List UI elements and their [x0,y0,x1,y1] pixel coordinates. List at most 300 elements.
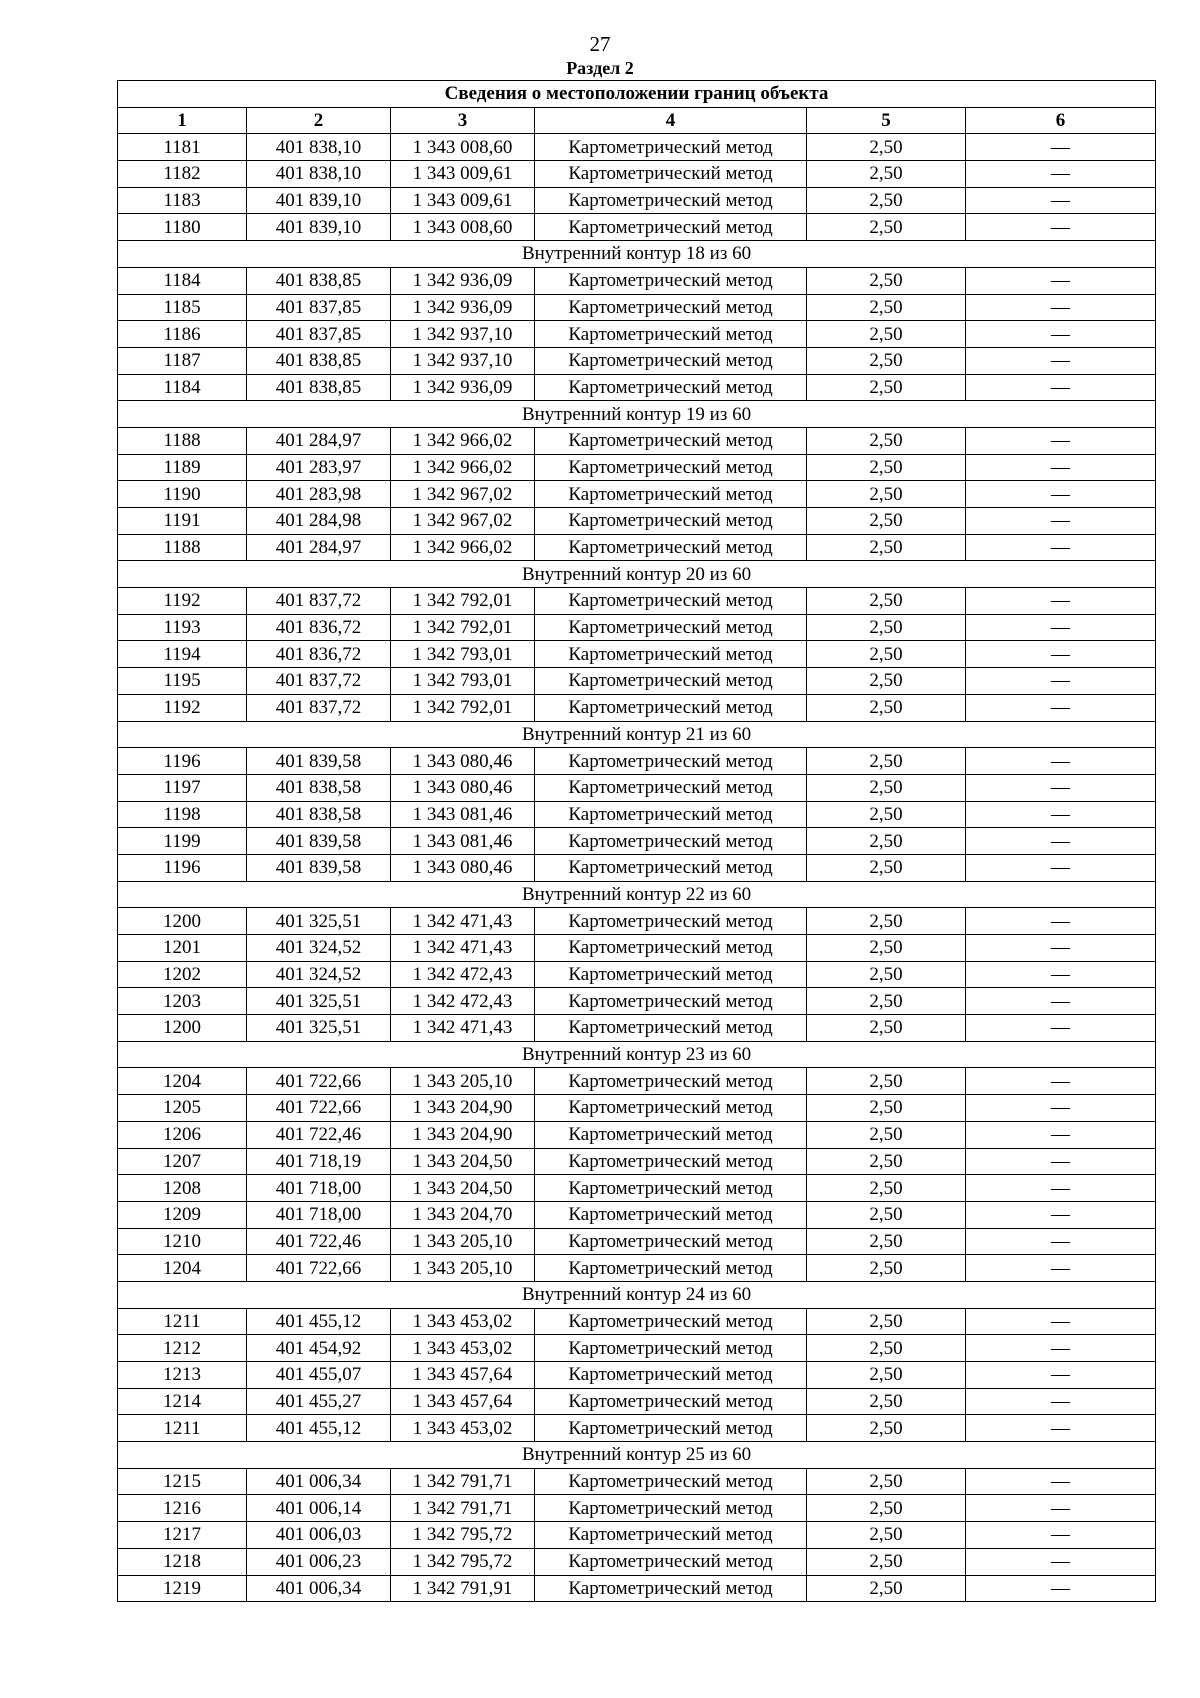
method-cell: Картометрический метод [535,1362,807,1389]
y-coordinate-cell: 1 343 080,46 [391,774,535,801]
description-cell: — [966,1228,1156,1255]
point-number-cell: 1213 [118,1362,247,1389]
point-number-cell: 1216 [118,1495,247,1522]
y-coordinate-cell: 1 342 937,10 [391,347,535,374]
method-cell: Картометрический метод [535,1095,807,1122]
y-coordinate-cell: 1 342 471,43 [391,908,535,935]
method-cell: Картометрический метод [535,1388,807,1415]
description-cell: — [966,161,1156,188]
table-row [118,534,1156,561]
accuracy-cell: 2,50 [807,508,966,535]
x-coordinate-cell: 401 455,12 [247,1308,391,1335]
accuracy-cell: 2,50 [807,1548,966,1575]
y-coordinate-cell: 1 342 471,43 [391,1015,535,1042]
description-cell: — [966,694,1156,721]
accuracy-cell: 2,50 [807,1201,966,1228]
method-cell: Картометрический метод [535,1201,807,1228]
column-header: 2 [247,107,391,134]
contour-group-row [118,1281,1156,1308]
point-number-cell: 1204 [118,1255,247,1282]
accuracy-cell: 2,50 [807,988,966,1015]
description-cell: — [966,801,1156,828]
y-coordinate-cell: 1 342 792,01 [391,588,535,615]
y-coordinate-cell: 1 342 936,09 [391,294,535,321]
point-number-cell: 1194 [118,641,247,668]
x-coordinate-cell: 401 722,46 [247,1228,391,1255]
method-cell: Картометрический метод [535,1015,807,1042]
description-cell: — [966,1175,1156,1202]
description-cell: — [966,1548,1156,1575]
accuracy-cell: 2,50 [807,1415,966,1442]
y-coordinate-cell: 1 342 967,02 [391,508,535,535]
table-row [118,161,1156,188]
accuracy-cell: 2,50 [807,748,966,775]
table-row [118,1575,1156,1602]
description-cell: — [966,1415,1156,1442]
point-number-cell: 1211 [118,1415,247,1442]
table-row [118,1522,1156,1549]
x-coordinate-cell: 401 838,10 [247,161,391,188]
point-number-cell: 1200 [118,1015,247,1042]
y-coordinate-cell: 1 343 081,46 [391,828,535,855]
method-cell: Картометрический метод [535,988,807,1015]
method-cell: Картометрический метод [535,1255,807,1282]
method-cell: Картометрический метод [535,321,807,348]
accuracy-cell: 2,50 [807,588,966,615]
y-coordinate-cell: 1 342 936,09 [391,374,535,401]
point-number-cell: 1192 [118,588,247,615]
column-header: 4 [535,107,807,134]
point-number-cell: 1201 [118,935,247,962]
table-caption: Сведения о местоположении границ объекта [118,81,1156,108]
accuracy-cell: 2,50 [807,374,966,401]
x-coordinate-cell: 401 837,72 [247,668,391,695]
accuracy-cell: 2,50 [807,294,966,321]
x-coordinate-cell: 401 718,00 [247,1175,391,1202]
x-coordinate-cell: 401 284,97 [247,534,391,561]
table-row [118,374,1156,401]
contour-group-label: Внутренний контур 21 из 60 [118,721,1156,748]
x-coordinate-cell: 401 283,97 [247,454,391,481]
method-cell: Картометрический метод [535,854,807,881]
accuracy-cell: 2,50 [807,481,966,508]
accuracy-cell: 2,50 [807,1335,966,1362]
description-cell: — [966,1015,1156,1042]
table-row [118,214,1156,241]
point-number-cell: 1181 [118,134,247,161]
x-coordinate-cell: 401 722,66 [247,1095,391,1122]
y-coordinate-cell: 1 343 008,60 [391,214,535,241]
accuracy-cell: 2,50 [807,267,966,294]
x-coordinate-cell: 401 838,85 [247,347,391,374]
table-body [118,134,1156,1602]
table-row [118,774,1156,801]
description-cell: — [966,427,1156,454]
boundary-coordinates-table [117,80,1156,1602]
accuracy-cell: 2,50 [807,187,966,214]
point-number-cell: 1188 [118,427,247,454]
method-cell: Картометрический метод [535,508,807,535]
description-cell: — [966,1121,1156,1148]
accuracy-cell: 2,50 [807,1575,966,1602]
description-cell: — [966,641,1156,668]
method-cell: Картометрический метод [535,801,807,828]
x-coordinate-cell: 401 325,51 [247,988,391,1015]
x-coordinate-cell: 401 283,98 [247,481,391,508]
accuracy-cell: 2,50 [807,641,966,668]
method-cell: Картометрический метод [535,641,807,668]
x-coordinate-cell: 401 324,52 [247,961,391,988]
accuracy-cell: 2,50 [807,1228,966,1255]
contour-group-row [118,401,1156,428]
contour-group-label: Внутренний контур 23 из 60 [118,1041,1156,1068]
description-cell: — [966,374,1156,401]
description-cell: — [966,267,1156,294]
table-row [118,1495,1156,1522]
method-cell: Картометрический метод [535,1548,807,1575]
description-cell: — [966,774,1156,801]
table-row [118,1388,1156,1415]
table-row [118,508,1156,535]
x-coordinate-cell: 401 722,46 [247,1121,391,1148]
contour-group-row [118,881,1156,908]
method-cell: Картометрический метод [535,1522,807,1549]
point-number-cell: 1188 [118,534,247,561]
table-row [118,1335,1156,1362]
accuracy-cell: 2,50 [807,961,966,988]
y-coordinate-cell: 1 342 793,01 [391,668,535,695]
x-coordinate-cell: 401 455,12 [247,1415,391,1442]
method-cell: Картометрический метод [535,294,807,321]
accuracy-cell: 2,50 [807,1495,966,1522]
description-cell: — [966,988,1156,1015]
x-coordinate-cell: 401 837,85 [247,294,391,321]
description-cell: — [966,294,1156,321]
table-caption-row [118,81,1156,108]
accuracy-cell: 2,50 [807,774,966,801]
point-number-cell: 1196 [118,854,247,881]
accuracy-cell: 2,50 [807,1388,966,1415]
contour-group-label: Внутренний контур 22 из 60 [118,881,1156,908]
contour-group-label: Внутренний контур 20 из 60 [118,561,1156,588]
table-row [118,988,1156,1015]
x-coordinate-cell: 401 838,58 [247,774,391,801]
description-cell: — [966,828,1156,855]
x-coordinate-cell: 401 324,52 [247,935,391,962]
section-title: Раздел 2 [566,58,634,78]
method-cell: Картометрический метод [535,1495,807,1522]
accuracy-cell: 2,50 [807,1015,966,1042]
description-cell: — [966,1308,1156,1335]
description-cell: — [966,1068,1156,1095]
x-coordinate-cell: 401 718,00 [247,1201,391,1228]
description-cell: — [966,1201,1156,1228]
table-row [118,454,1156,481]
y-coordinate-cell: 1 343 080,46 [391,748,535,775]
table-row [118,1201,1156,1228]
accuracy-cell: 2,50 [807,1468,966,1495]
accuracy-cell: 2,50 [807,1121,966,1148]
method-cell: Картометрический метод [535,374,807,401]
method-cell: Картометрический метод [535,481,807,508]
table-row [118,1068,1156,1095]
table-row [118,614,1156,641]
table-row [118,961,1156,988]
y-coordinate-cell: 1 342 937,10 [391,321,535,348]
point-number-cell: 1200 [118,908,247,935]
x-coordinate-cell: 401 718,19 [247,1148,391,1175]
accuracy-cell: 2,50 [807,668,966,695]
method-cell: Картометрический метод [535,1228,807,1255]
accuracy-cell: 2,50 [807,347,966,374]
x-coordinate-cell: 401 839,58 [247,748,391,775]
y-coordinate-cell: 1 343 205,10 [391,1255,535,1282]
accuracy-cell: 2,50 [807,1308,966,1335]
method-cell: Картометрический метод [535,1148,807,1175]
description-cell: — [966,508,1156,535]
x-coordinate-cell: 401 839,58 [247,828,391,855]
page-number: 27 [589,32,611,56]
description-cell: — [966,1095,1156,1122]
description-cell: — [966,1255,1156,1282]
description-cell: — [966,1468,1156,1495]
point-number-cell: 1199 [118,828,247,855]
point-number-cell: 1210 [118,1228,247,1255]
y-coordinate-cell: 1 343 453,02 [391,1415,535,1442]
method-cell: Картометрический метод [535,214,807,241]
table-row [118,1015,1156,1042]
x-coordinate-cell: 401 838,85 [247,374,391,401]
accuracy-cell: 2,50 [807,1362,966,1389]
point-number-cell: 1186 [118,321,247,348]
accuracy-cell: 2,50 [807,1095,966,1122]
method-cell: Картометрический метод [535,534,807,561]
table-row [118,668,1156,695]
table-row [118,1121,1156,1148]
description-cell: — [966,1575,1156,1602]
x-coordinate-cell: 401 455,27 [247,1388,391,1415]
point-number-cell: 1190 [118,481,247,508]
point-number-cell: 1184 [118,374,247,401]
table-row [118,1175,1156,1202]
y-coordinate-cell: 1 343 080,46 [391,854,535,881]
x-coordinate-cell: 401 839,10 [247,187,391,214]
accuracy-cell: 2,50 [807,614,966,641]
column-header-row [118,107,1156,134]
table-row [118,1228,1156,1255]
table-row [118,1548,1156,1575]
method-cell: Картометрический метод [535,1175,807,1202]
accuracy-cell: 2,50 [807,161,966,188]
column-header: 3 [391,107,535,134]
accuracy-cell: 2,50 [807,1148,966,1175]
table-row [118,267,1156,294]
table-row [118,588,1156,615]
point-number-cell: 1208 [118,1175,247,1202]
point-number-cell: 1183 [118,187,247,214]
table-row [118,854,1156,881]
x-coordinate-cell: 401 838,58 [247,801,391,828]
y-coordinate-cell: 1 343 457,64 [391,1388,535,1415]
x-coordinate-cell: 401 837,72 [247,588,391,615]
y-coordinate-cell: 1 343 205,10 [391,1068,535,1095]
description-cell: — [966,347,1156,374]
point-number-cell: 1196 [118,748,247,775]
table-row [118,1308,1156,1335]
y-coordinate-cell: 1 343 457,64 [391,1362,535,1389]
point-number-cell: 1204 [118,1068,247,1095]
x-coordinate-cell: 401 006,34 [247,1468,391,1495]
method-cell: Картометрический метод [535,1468,807,1495]
point-number-cell: 1187 [118,347,247,374]
x-coordinate-cell: 401 722,66 [247,1255,391,1282]
point-number-cell: 1207 [118,1148,247,1175]
y-coordinate-cell: 1 342 795,72 [391,1522,535,1549]
table-row [118,908,1156,935]
y-coordinate-cell: 1 342 792,01 [391,694,535,721]
point-number-cell: 1197 [118,774,247,801]
y-coordinate-cell: 1 343 204,50 [391,1148,535,1175]
accuracy-cell: 2,50 [807,1255,966,1282]
y-coordinate-cell: 1 343 453,02 [391,1308,535,1335]
table-row [118,187,1156,214]
x-coordinate-cell: 401 325,51 [247,1015,391,1042]
y-coordinate-cell: 1 343 008,60 [391,134,535,161]
y-coordinate-cell: 1 343 453,02 [391,1335,535,1362]
table-row [118,427,1156,454]
description-cell: — [966,481,1156,508]
point-number-cell: 1189 [118,454,247,481]
contour-group-label: Внутренний контур 19 из 60 [118,401,1156,428]
table-row [118,294,1156,321]
x-coordinate-cell: 401 006,23 [247,1548,391,1575]
x-coordinate-cell: 401 455,07 [247,1362,391,1389]
point-number-cell: 1180 [118,214,247,241]
x-coordinate-cell: 401 284,98 [247,508,391,535]
description-cell: — [966,1362,1156,1389]
method-cell: Картометрический метод [535,668,807,695]
point-number-cell: 1215 [118,1468,247,1495]
x-coordinate-cell: 401 284,97 [247,427,391,454]
y-coordinate-cell: 1 343 009,61 [391,161,535,188]
y-coordinate-cell: 1 343 205,10 [391,1228,535,1255]
contour-group-row [118,1041,1156,1068]
accuracy-cell: 2,50 [807,801,966,828]
table-row [118,321,1156,348]
table-row [118,828,1156,855]
table-row [118,1095,1156,1122]
point-number-cell: 1212 [118,1335,247,1362]
table-row [118,481,1156,508]
contour-group-row [118,1442,1156,1469]
point-number-cell: 1193 [118,614,247,641]
method-cell: Картометрический метод [535,828,807,855]
method-cell: Картометрический метод [535,1068,807,1095]
y-coordinate-cell: 1 342 966,02 [391,427,535,454]
method-cell: Картометрический метод [535,614,807,641]
y-coordinate-cell: 1 342 791,71 [391,1495,535,1522]
y-coordinate-cell: 1 342 795,72 [391,1548,535,1575]
x-coordinate-cell: 401 836,72 [247,641,391,668]
contour-group-label: Внутренний контур 25 из 60 [118,1442,1156,1469]
x-coordinate-cell: 401 006,03 [247,1522,391,1549]
point-number-cell: 1191 [118,508,247,535]
accuracy-cell: 2,50 [807,908,966,935]
description-cell: — [966,187,1156,214]
y-coordinate-cell: 1 342 792,01 [391,614,535,641]
x-coordinate-cell: 401 325,51 [247,908,391,935]
method-cell: Картометрический метод [535,1415,807,1442]
description-cell: — [966,1388,1156,1415]
y-coordinate-cell: 1 342 966,02 [391,534,535,561]
x-coordinate-cell: 401 837,72 [247,694,391,721]
y-coordinate-cell: 1 342 471,43 [391,935,535,962]
accuracy-cell: 2,50 [807,427,966,454]
accuracy-cell: 2,50 [807,321,966,348]
point-number-cell: 1184 [118,267,247,294]
x-coordinate-cell: 401 722,66 [247,1068,391,1095]
accuracy-cell: 2,50 [807,454,966,481]
method-cell: Картометрический метод [535,161,807,188]
y-coordinate-cell: 1 343 009,61 [391,187,535,214]
column-header: 1 [118,107,247,134]
method-cell: Картометрический метод [535,774,807,801]
point-number-cell: 1209 [118,1201,247,1228]
x-coordinate-cell: 401 839,10 [247,214,391,241]
point-number-cell: 1202 [118,961,247,988]
method-cell: Картометрический метод [535,1335,807,1362]
method-cell: Картометрический метод [535,187,807,214]
method-cell: Картометрический метод [535,748,807,775]
method-cell: Картометрический метод [535,134,807,161]
description-cell: — [966,961,1156,988]
point-number-cell: 1214 [118,1388,247,1415]
table-row [118,641,1156,668]
method-cell: Картометрический метод [535,1121,807,1148]
method-cell: Картометрический метод [535,454,807,481]
contour-group-row [118,721,1156,748]
description-cell: — [966,935,1156,962]
accuracy-cell: 2,50 [807,694,966,721]
description-cell: — [966,668,1156,695]
table-row [118,1415,1156,1442]
description-cell: — [966,748,1156,775]
y-coordinate-cell: 1 342 967,02 [391,481,535,508]
description-cell: — [966,214,1156,241]
description-cell: — [966,454,1156,481]
table-row [118,748,1156,775]
point-number-cell: 1203 [118,988,247,1015]
column-header: 5 [807,107,966,134]
point-number-cell: 1185 [118,294,247,321]
method-cell: Картометрический метод [535,1575,807,1602]
description-cell: — [966,1335,1156,1362]
y-coordinate-cell: 1 342 936,09 [391,267,535,294]
point-number-cell: 1198 [118,801,247,828]
y-coordinate-cell: 1 343 204,90 [391,1095,535,1122]
table-row [118,1362,1156,1389]
method-cell: Картометрический метод [535,908,807,935]
description-cell: — [966,1495,1156,1522]
point-number-cell: 1211 [118,1308,247,1335]
table-row [118,134,1156,161]
y-coordinate-cell: 1 342 793,01 [391,641,535,668]
point-number-cell: 1217 [118,1522,247,1549]
table-row [118,347,1156,374]
accuracy-cell: 2,50 [807,935,966,962]
y-coordinate-cell: 1 343 081,46 [391,801,535,828]
description-cell: — [966,908,1156,935]
